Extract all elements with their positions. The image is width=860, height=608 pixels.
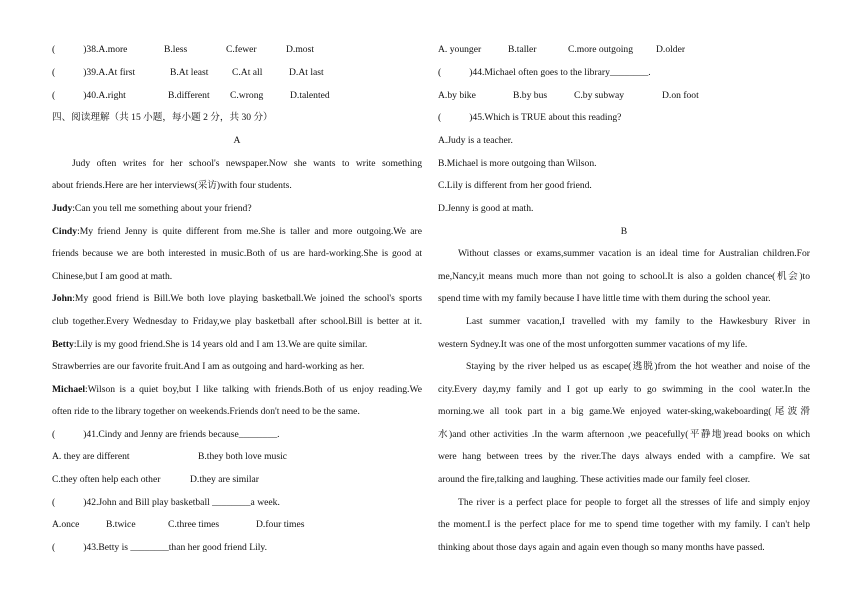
interview-michael: Michael:Wilson is a quiet boy,but I like talking with friends.Both of us enjoy reading.We	[52, 384, 422, 395]
option-b: B.less	[164, 44, 188, 55]
passage-a-label: A	[233, 135, 241, 146]
answer-blank-open: (	[52, 44, 56, 55]
option-a: A. they are different	[52, 451, 130, 462]
passage-a-intro: about friends.Here are her interviews(采访)with four students.	[52, 180, 292, 191]
option-c: C.three times	[168, 519, 220, 530]
option-c: C.At all	[232, 67, 263, 78]
question-42-options	[52, 519, 305, 531]
option-d: D.At last	[289, 67, 324, 78]
question-text: 40.A.right	[86, 90, 126, 101]
passage-b-paragraph: city.Every day,my family and I got up early to go swimming in the cool water.In the	[438, 384, 810, 395]
interview-cindy: Chinese,but I am good at math.	[52, 271, 173, 282]
question-39: ( )39.A.At first B.At least C.At all D.At last	[52, 67, 324, 78]
option-d: D.most	[286, 44, 314, 55]
passage-b-paragraph: Last summer vacation,I travelled with my family to the Hawkesbury River in	[466, 316, 810, 327]
question-text: 41.Cindy and Jenny are friends because________.	[86, 429, 280, 440]
question-38: ( )38.A.more B.less C.fewer D.most	[52, 44, 314, 55]
option-d: D.on foot	[662, 90, 699, 101]
passage-b-paragraph: 水)and other activities .In the warm afternoon ,we peacefully(平静地)read books on which	[438, 429, 810, 440]
question-text: 38.A.more	[86, 44, 128, 55]
speaker-name: Betty	[52, 339, 74, 350]
option-b: B.taller	[508, 44, 537, 55]
option-d: D.older	[656, 44, 686, 55]
option-a: A.by bike	[438, 90, 476, 101]
passage-b-paragraph: around the fire,talking and laughing. These activities made our family feel closer.	[438, 474, 751, 485]
option-d: D.they are similar	[190, 474, 259, 485]
option-c: C.more outgoing	[568, 44, 634, 55]
option-d: D.four times	[256, 519, 305, 530]
question-text: 39.A.At first	[86, 67, 136, 78]
question-40: ( )40.A.right B.different C.wrong D.talented	[52, 90, 330, 101]
interview-john: John:My good friend is Bill.We both love playing basketball.We joined the school's sports	[52, 293, 422, 304]
option-b: B.twice	[106, 519, 136, 530]
passage-b-paragraph: were hang between trees by the river.The days always ended with a campfire. We sat	[438, 451, 810, 462]
passage-b-paragraph: the moment.I is the perfect place for me to spend time together with my family. I can't help	[438, 519, 810, 530]
interview-betty: Betty:Lily is my good friend.She is 14 years old and I am 13.We are quite similar.	[52, 339, 368, 350]
question-41-options	[52, 451, 287, 463]
question-text: 42.John and Bill play basketball ________a week.	[86, 497, 280, 508]
question-44-options	[438, 90, 699, 102]
interview-judy: Judy:Can you tell me something about your friend?	[52, 203, 252, 214]
passage-b-paragraph: Without classes or exams,summer vacation is an ideal time for Australian children.For	[458, 248, 810, 259]
speaker-name: Cindy	[52, 226, 78, 237]
interview-betty: Strawberries are our favorite fruit.And I am as outgoing and hard-working as her.	[52, 361, 365, 372]
option-d: D.talented	[290, 90, 330, 101]
option-c: C.they often help each other	[52, 474, 161, 485]
option-b: B.At least	[170, 67, 209, 78]
passage-b-label: B	[620, 226, 628, 237]
question-41-options	[52, 474, 259, 486]
passage-b-paragraph: The river is a perfect place for people to forget all the stresses of life and simply enjoy	[458, 497, 810, 508]
option-b: B.they both love music	[198, 451, 287, 462]
speaker-name: Michael	[52, 384, 86, 395]
question-44: ( )44.Michael often goes to the library________.	[438, 67, 651, 78]
question-42: ( )42.John and Bill play basketball ________a week.	[52, 497, 280, 508]
question-45: ( )45.Which is TRUE about this reading?	[438, 112, 622, 123]
passage-b-paragraph: me,Nancy,it means much more than not going to school.It is also a golden chance(机会)to	[438, 271, 810, 282]
question-41: ( )41.Cindy and Jenny are friends because________.	[52, 429, 280, 440]
question-43-options	[438, 44, 686, 56]
interview-john: club together.Every Wednesday to Friday,we play basketball after school.Bill is better at it.	[52, 316, 422, 327]
passage-a-intro: Judy often writes for her school's newspaper.Now she wants to write something	[72, 158, 422, 169]
option-c: C.wrong	[230, 90, 264, 101]
interview-cindy: Cindy:My friend Jenny is quite different from me.She is taller and more outgoing.We are	[52, 226, 422, 237]
option-c: C.by subway	[574, 90, 625, 101]
option-d: D.Jenny is good at math.	[438, 203, 534, 214]
option-c: C.Lily is different from her good friend.	[438, 180, 592, 191]
option-b: B.different	[168, 90, 210, 101]
interview-michael: often ride to the library together on weekends.Friends don't need to be the same.	[52, 406, 360, 417]
option-b: B.by bus	[513, 90, 548, 101]
section-title: 四、阅读理解（共 15 小题，每小题 2 分，共 30 分）	[52, 112, 273, 123]
question-text: 44.Michael often goes to the library________.	[472, 67, 651, 78]
interview-cindy: friends because we are both interested in music.Both of us are hard-working.She is good at	[52, 248, 422, 259]
option-a: A.Judy is a teacher.	[438, 135, 513, 146]
question-text: 43.Betty is ________than her good friend Lily.	[86, 542, 267, 553]
speaker-name: John	[52, 293, 73, 304]
passage-b-paragraph: morning.we all took part in a big game.We enjoyed water-sking,wakeboarding(尾波滑	[438, 406, 810, 417]
question-text: 45.Which is TRUE about this reading?	[472, 112, 622, 123]
passage-b-paragraph: spend time with my family because I have little time with them during the school year.	[438, 293, 771, 304]
passage-b-paragraph: Staying by the river helped us as escape(逃脱)from the hot weather and noise of the	[466, 361, 810, 372]
speaker-name: Judy	[52, 203, 73, 214]
question-43: ( )43.Betty is ________than her good friend Lily.	[52, 542, 267, 553]
passage-b-paragraph: western Sydney.It was one of the most unforgotten summer vacations of my life.	[438, 339, 748, 350]
option-b: B.Michael is more outgoing than Wilson.	[438, 158, 597, 169]
passage-b-paragraph: thinking about those days again and again even though so many months have passed.	[438, 542, 765, 553]
option-c: C.fewer	[226, 44, 257, 55]
option-a: A.once	[52, 519, 80, 530]
option-a: A. younger	[438, 44, 482, 55]
